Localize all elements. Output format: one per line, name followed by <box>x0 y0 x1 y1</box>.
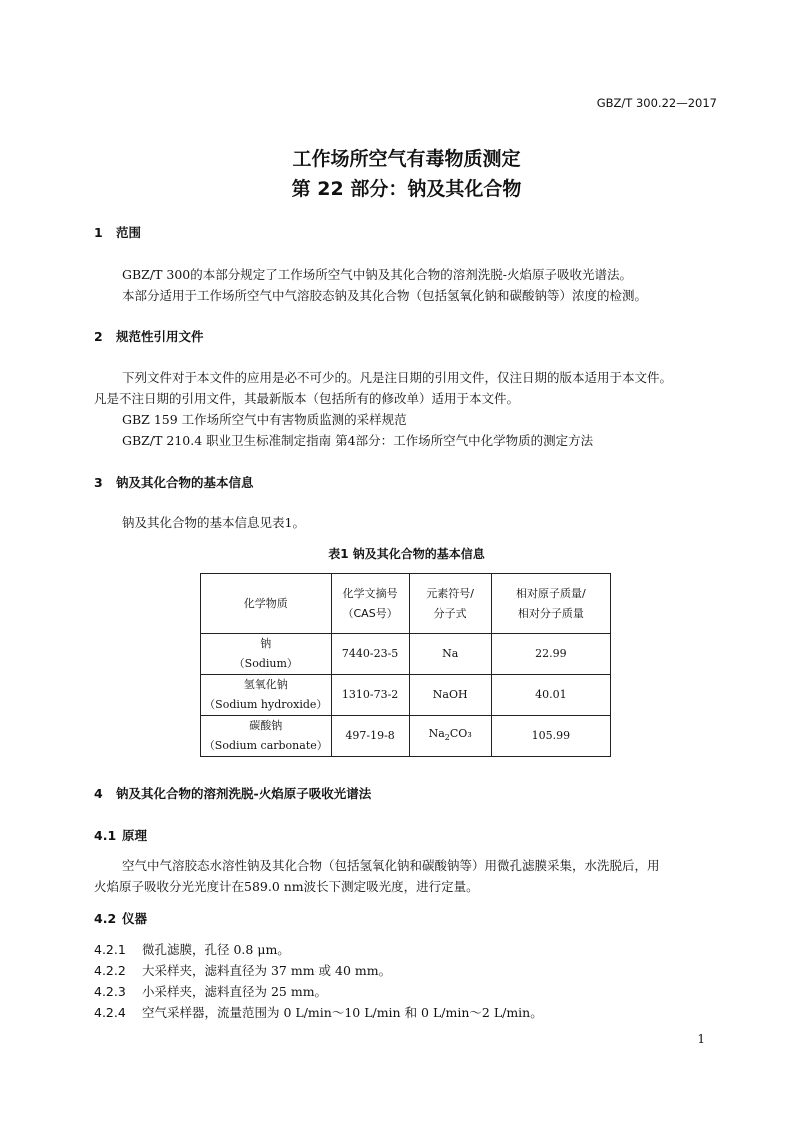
table-cell: 22.99 <box>491 634 610 675</box>
section-title: 仪器 <box>122 911 148 926</box>
table-cell: 40.01 <box>491 675 610 716</box>
item-number: 4.2.1 <box>94 942 126 957</box>
paragraph: 凡是不注日期的引用文件，其最新版本（包括所有的修改单）适用于本文件。 <box>94 391 520 406</box>
section-2-heading <box>94 327 204 345</box>
page-subtitle: 第 22 部分：钠及其化合物 <box>291 178 522 200</box>
table-cell: 钠 （Sodium） <box>201 634 332 675</box>
table-cell: 497-19-8 <box>331 716 409 757</box>
list-item <box>94 982 327 1000</box>
section-4-heading <box>94 784 371 802</box>
section-title: 钠及其化合物的基本信息 <box>116 475 254 490</box>
table-header-cell: 元素符号/ 分子式 <box>409 574 491 634</box>
paragraph: 空气中气溶胶态水溶性钠及其化合物（包括氢氧化钠和碳酸钠等）用微孔滤膜采集，水洗脱后，用 <box>122 858 660 873</box>
section-number: 4.1 <box>94 828 117 843</box>
table-cell: NaOH <box>409 675 491 716</box>
list-item <box>94 961 391 979</box>
list-item <box>94 1003 543 1021</box>
item-text: 空气采样器，流量范围为 0 L/min～10 L/min 和 0 L/min～2 L/min。 <box>142 1005 543 1020</box>
section-title: 范围 <box>116 225 142 240</box>
table-header-cell: 相对原子质量/ 相对分子质量 <box>491 574 610 634</box>
paragraph: 下列文件对于本文件的应用是必不可少的。凡是注日期的引用文件，仅注日期的版本适用于本文件。 <box>122 370 673 385</box>
section-1-heading <box>94 223 141 241</box>
table-cell: $Na_2CO_3$ <box>409 716 491 757</box>
section-number: 4.2 <box>94 911 117 926</box>
item-number: 4.2.3 <box>94 984 126 999</box>
table-cell: 105.99 <box>491 716 610 757</box>
table-header-cell: 化学物质 <box>201 574 332 634</box>
table-cell: 1310-73-2 <box>331 675 409 716</box>
section-number: 4 <box>94 786 103 801</box>
table-cell: 7440-23-5 <box>331 634 409 675</box>
paragraph: GBZ/T 300的本部分规定了工作场所空气中钠及其化合物的溶剂洗脱-火焰原子吸收光谱法。 <box>122 267 632 282</box>
section-title: 钠及其化合物的溶剂洗脱-火焰原子吸收光谱法 <box>116 786 372 801</box>
table-header-row <box>201 574 611 634</box>
section-title: 规范性引用文件 <box>116 329 204 344</box>
page-title: 工作场所空气有毒物质测定 <box>292 148 521 170</box>
section-3-heading <box>94 473 254 491</box>
item-number: 4.2.4 <box>94 1005 126 1020</box>
section-title: 原理 <box>122 828 148 843</box>
table-row <box>201 716 611 757</box>
table-caption: 表1 钠及其化合物的基本信息 <box>328 547 485 561</box>
section-number: 1 <box>94 225 103 240</box>
reference-item: GBZ/T 210.4 职业卫生标准制定指南 第4部分：工作场所空气中化学物质的测定方法 <box>122 433 594 448</box>
paragraph: 本部分适用于工作场所空气中气溶胶态钠及其化合物（包括氢氧化钠和碳酸钠等）浓度的检测。 <box>122 288 648 303</box>
table-row <box>201 675 611 716</box>
table-cell: 氢氧化钠 （Sodium hydroxide） <box>201 675 332 716</box>
subsection-4-1-heading <box>94 826 147 844</box>
section-number: 3 <box>94 475 103 490</box>
info-table <box>200 573 611 757</box>
subsection-4-2-heading <box>94 909 147 927</box>
reference-item: GBZ 159 工作场所空气中有害物质监测的采样规范 <box>122 412 407 427</box>
table-cell: Na <box>409 634 491 675</box>
table-row <box>201 634 611 675</box>
paragraph: 火焰原子吸收分光光度计在589.0 nm波长下测定吸光度，进行定量。 <box>94 879 479 894</box>
section-number: 2 <box>94 329 103 344</box>
document-code: GBZ/T 300.22—2017 <box>596 96 717 110</box>
list-item <box>94 940 290 958</box>
table-header-cell: 化学文摘号 （CAS号） <box>331 574 409 634</box>
item-text: 微孔滤膜，孔径 0.8 μm。 <box>142 942 290 957</box>
paragraph: 钠及其化合物的基本信息见表1。 <box>122 515 305 530</box>
item-number: 4.2.2 <box>94 963 126 978</box>
item-text: 大采样夹，滤料直径为 37 mm 或 40 mm。 <box>142 963 392 978</box>
page-number: 1 <box>697 1032 705 1046</box>
item-text: 小采样夹，滤料直径为 25 mm。 <box>142 984 328 999</box>
table-cell: 碳酸钠 （Sodium carbonate） <box>201 716 332 757</box>
